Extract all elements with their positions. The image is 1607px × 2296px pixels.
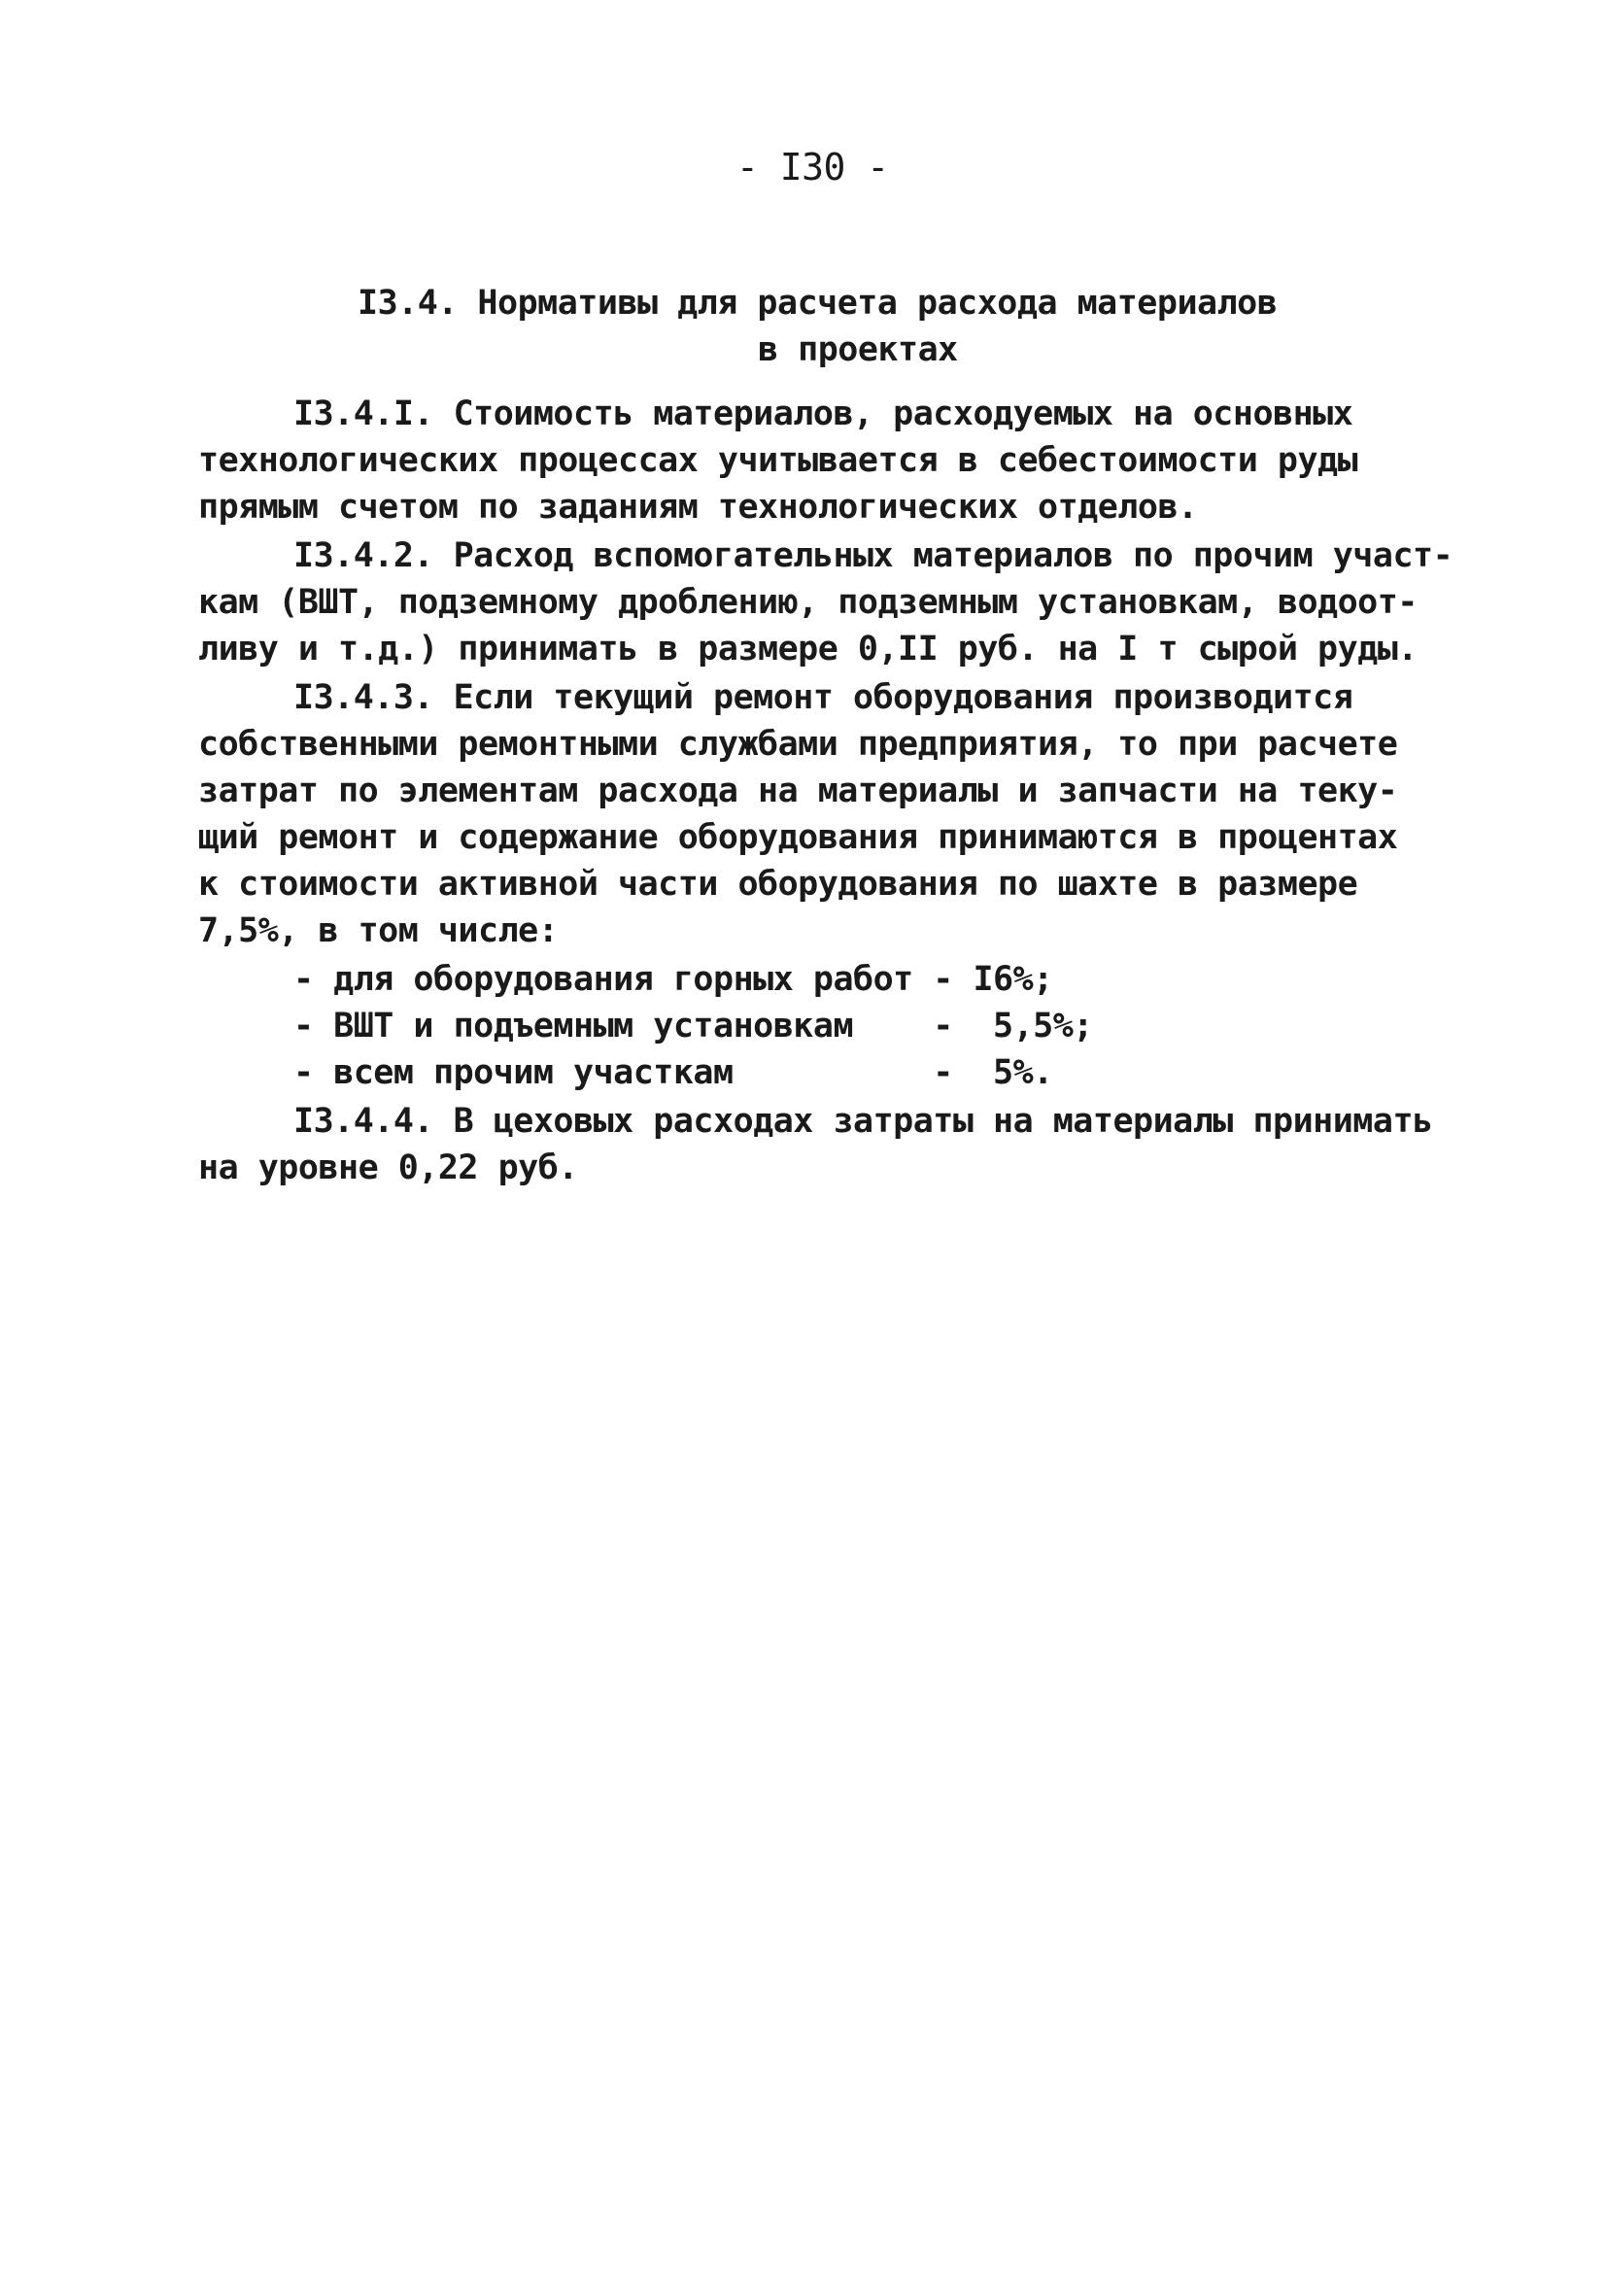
paragraph-13-4-3-line-3: затрат по элементам расхода на материалы и запчасти на теку- — [198, 771, 1398, 810]
paragraph-13-4-1-line-3: прямым счетом по заданиям технологических отделов. — [198, 488, 1198, 527]
paragraph-13-4-4-line-2: на уровне 0,22 руб. — [198, 1148, 578, 1187]
page-number: - I30 - — [736, 146, 889, 188]
paragraph-13-4-4-line-1: I3.4.4. В цеховых расходах затраты на материалы принимать — [293, 1102, 1433, 1141]
paragraph-13-4-2-line-3: ливу и т.д.) принимать в размере 0,II руб. на I т сырой руды. — [198, 630, 1418, 668]
paragraph-13-4-1-line-1: I3.4.I. Стоимость материалов, расходуемых на основных — [293, 394, 1353, 433]
list-item-vsht-lifting: - ВШТ и подъемным установкам - 5,5%; — [293, 1007, 1093, 1045]
paragraph-13-4-3-line-5: к стоимости активной части оборудования по шахте в размере — [198, 865, 1358, 904]
paragraph-13-4-3-line-1: I3.4.3. Если текущий ремонт оборудования производится — [293, 678, 1353, 717]
section-heading-line-1: I3.4. Нормативы для расчета расхода материалов — [358, 284, 1278, 323]
paragraph-13-4-3-line-4: щий ремонт и содержание оборудования принимаются в процентах — [198, 818, 1398, 857]
paragraph-13-4-2-line-2: кам (ВШТ, подземному дроблению, подземным установкам, водоот- — [198, 583, 1418, 622]
list-item-mining-equipment: - для оборудования горных работ - I6%; — [293, 960, 1053, 999]
list-item-other-sections: - всем прочим участкам - 5%. — [293, 1053, 1053, 1092]
section-heading-line-2: в проектах — [758, 330, 958, 369]
paragraph-13-4-2-line-1: I3.4.2. Расход вспомогательных материалов по прочим участ- — [293, 536, 1453, 575]
paragraph-13-4-3-line-6: 7,5%, в том числе: — [198, 911, 559, 950]
paragraph-13-4-3-line-2: собственными ремонтными службами предприятия, то при расчете — [198, 725, 1398, 764]
paragraph-13-4-1-line-2: технологических процессах учитывается в себестоимости руды — [198, 441, 1358, 480]
